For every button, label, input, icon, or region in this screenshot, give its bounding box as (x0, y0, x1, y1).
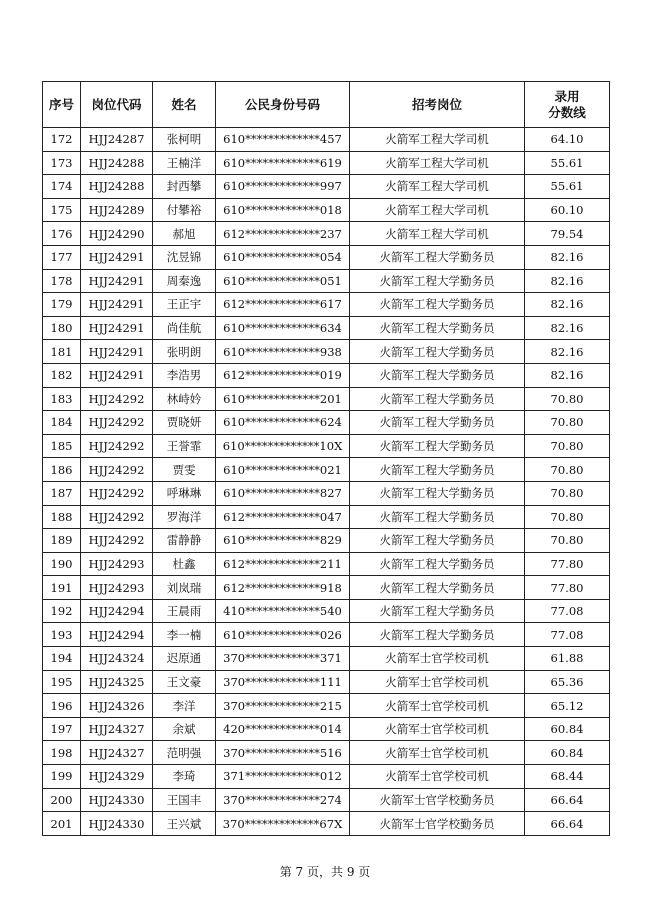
cell-id-number: 610*************457 (216, 128, 350, 152)
cell-post: 火箭军工程大学勤务员 (350, 599, 525, 623)
cell-position-code: HJJ24329 (81, 765, 153, 789)
cell-position-code: HJJ24292 (81, 434, 153, 458)
cell-name: 李一楠 (153, 623, 216, 647)
cell-score: 60.84 (525, 741, 610, 765)
cell-position-code: HJJ24330 (81, 788, 153, 812)
cell-id-number: 610*************827 (216, 481, 350, 505)
cell-post: 火箭军士官学校司机 (350, 670, 525, 694)
cell-name: 李浩男 (153, 363, 216, 387)
cell-id-number: 610*************021 (216, 458, 350, 482)
cell-seq: 201 (43, 812, 81, 836)
cell-name: 尚佳航 (153, 316, 216, 340)
cell-score: 70.80 (525, 434, 610, 458)
cell-name: 王国丰 (153, 788, 216, 812)
table-row (43, 599, 610, 623)
cell-score: 70.80 (525, 505, 610, 529)
table-header-row (43, 82, 610, 128)
cell-id-number: 370*************371 (216, 647, 350, 671)
header-score-line1: 录用 (554, 88, 580, 104)
table-row (43, 505, 610, 529)
cell-seq: 189 (43, 529, 81, 553)
cell-score: 70.80 (525, 481, 610, 505)
cell-seq: 182 (43, 363, 81, 387)
table-row (43, 741, 610, 765)
table-row (43, 151, 610, 175)
cell-id-number: 612*************211 (216, 552, 350, 576)
cell-name: 付攀裕 (153, 198, 216, 222)
cell-post: 火箭军工程大学勤务员 (350, 340, 525, 364)
cell-seq: 191 (43, 576, 81, 600)
header-position-code: 岗位代码 (81, 82, 153, 128)
cell-name: 封西攀 (153, 175, 216, 199)
cell-seq: 186 (43, 458, 81, 482)
table-row (43, 316, 610, 340)
header-seq: 序号 (43, 82, 81, 128)
cell-score: 55.61 (525, 175, 610, 199)
cell-name: 王楠洋 (153, 151, 216, 175)
cell-position-code: HJJ24291 (81, 293, 153, 317)
table-row (43, 175, 610, 199)
cell-position-code: HJJ24288 (81, 175, 153, 199)
cell-position-code: HJJ24290 (81, 222, 153, 246)
cell-id-number: 370*************516 (216, 741, 350, 765)
cell-position-code: HJJ24291 (81, 269, 153, 293)
cell-position-code: HJJ24292 (81, 387, 153, 411)
cell-name: 余斌 (153, 717, 216, 741)
cell-post: 火箭军工程大学勤务员 (350, 529, 525, 553)
cell-position-code: HJJ24292 (81, 411, 153, 435)
cell-name: 罗海洋 (153, 505, 216, 529)
header-id-number: 公民身份号码 (216, 82, 350, 128)
cell-seq: 199 (43, 765, 81, 789)
cell-post: 火箭军工程大学勤务员 (350, 411, 525, 435)
cell-seq: 174 (43, 175, 81, 199)
table-row (43, 363, 610, 387)
cell-post: 火箭军士官学校司机 (350, 717, 525, 741)
table-row (43, 670, 610, 694)
cell-name: 王正宇 (153, 293, 216, 317)
cell-post: 火箭军工程大学勤务员 (350, 269, 525, 293)
cell-position-code: HJJ24327 (81, 741, 153, 765)
cell-id-number: 612*************918 (216, 576, 350, 600)
cell-id-number: 610*************634 (216, 316, 350, 340)
page-footer: 第 7 页，共 9 页 (279, 865, 371, 879)
cell-name: 王晨雨 (153, 599, 216, 623)
cell-id-number: 612*************617 (216, 293, 350, 317)
cell-position-code: HJJ24326 (81, 694, 153, 718)
cell-name: 林峙妗 (153, 387, 216, 411)
cell-name: 李琦 (153, 765, 216, 789)
cell-name: 周秦逸 (153, 269, 216, 293)
cell-post: 火箭军士官学校司机 (350, 765, 525, 789)
cell-post: 火箭军士官学校勤务员 (350, 812, 525, 836)
cell-position-code: HJJ24292 (81, 505, 153, 529)
table-row (43, 788, 610, 812)
cell-name: 贾雯 (153, 458, 216, 482)
cell-position-code: HJJ24292 (81, 458, 153, 482)
cell-post: 火箭军工程大学司机 (350, 198, 525, 222)
cell-id-number: 420*************014 (216, 717, 350, 741)
cell-post: 火箭军工程大学勤务员 (350, 316, 525, 340)
cell-score: 66.64 (525, 788, 610, 812)
cell-name: 张明朗 (153, 340, 216, 364)
cell-name: 范明强 (153, 741, 216, 765)
cell-seq: 192 (43, 599, 81, 623)
cell-id-number: 610*************829 (216, 529, 350, 553)
table-row (43, 694, 610, 718)
cell-id-number: 612*************019 (216, 363, 350, 387)
cell-position-code: HJJ24291 (81, 245, 153, 269)
cell-position-code: HJJ24291 (81, 316, 153, 340)
cell-position-code: HJJ24327 (81, 717, 153, 741)
header-post: 招考岗位 (350, 82, 525, 128)
cell-score: 70.80 (525, 529, 610, 553)
cell-seq: 193 (43, 623, 81, 647)
table-row (43, 434, 610, 458)
table-row (43, 458, 610, 482)
cell-id-number: 610*************201 (216, 387, 350, 411)
cell-post: 火箭军工程大学勤务员 (350, 481, 525, 505)
cell-score: 82.16 (525, 293, 610, 317)
cell-id-number: 410*************540 (216, 599, 350, 623)
cell-score: 77.08 (525, 599, 610, 623)
cell-post: 火箭军工程大学司机 (350, 222, 525, 246)
cell-seq: 194 (43, 647, 81, 671)
cell-post: 火箭军工程大学司机 (350, 128, 525, 152)
cell-id-number: 370*************215 (216, 694, 350, 718)
table-row (43, 340, 610, 364)
cell-name: 杜鑫 (153, 552, 216, 576)
cell-name: 呼琳琳 (153, 481, 216, 505)
table-row (43, 222, 610, 246)
header-score-line2: 分数线 (548, 104, 586, 120)
table-row (43, 128, 610, 152)
cell-seq: 179 (43, 293, 81, 317)
cell-post: 火箭军工程大学勤务员 (350, 434, 525, 458)
table-row (43, 269, 610, 293)
cell-post: 火箭军工程大学司机 (350, 175, 525, 199)
cell-seq: 177 (43, 245, 81, 269)
cell-id-number: 610*************624 (216, 411, 350, 435)
cell-name: 李洋 (153, 694, 216, 718)
cell-position-code: HJJ24324 (81, 647, 153, 671)
cell-score: 61.88 (525, 647, 610, 671)
cell-seq: 181 (43, 340, 81, 364)
cell-score: 70.80 (525, 411, 610, 435)
cell-seq: 176 (43, 222, 81, 246)
table-row (43, 717, 610, 741)
cell-id-number: 612*************047 (216, 505, 350, 529)
cell-name: 雷静静 (153, 529, 216, 553)
cell-seq: 183 (43, 387, 81, 411)
cell-post: 火箭军士官学校司机 (350, 694, 525, 718)
cell-id-number: 610*************026 (216, 623, 350, 647)
cell-id-number: 610*************997 (216, 175, 350, 199)
table-row (43, 812, 610, 836)
cell-name: 刘岚瑞 (153, 576, 216, 600)
cell-post: 火箭军工程大学勤务员 (350, 387, 525, 411)
cell-post: 火箭军工程大学勤务员 (350, 363, 525, 387)
cell-score: 82.16 (525, 340, 610, 364)
cell-name: 贾晓妍 (153, 411, 216, 435)
cell-score: 77.80 (525, 552, 610, 576)
table-row (43, 293, 610, 317)
cell-seq: 172 (43, 128, 81, 152)
cell-score: 82.16 (525, 245, 610, 269)
cell-post: 火箭军工程大学勤务员 (350, 458, 525, 482)
cell-score: 64.10 (525, 128, 610, 152)
cell-post: 火箭军工程大学勤务员 (350, 245, 525, 269)
table-row (43, 481, 610, 505)
cell-seq: 200 (43, 788, 81, 812)
cell-score: 65.12 (525, 694, 610, 718)
cell-id-number: 370*************67X (216, 812, 350, 836)
cell-seq: 178 (43, 269, 81, 293)
cell-score: 70.80 (525, 458, 610, 482)
cell-name: 迟原通 (153, 647, 216, 671)
cell-post: 火箭军工程大学勤务员 (350, 505, 525, 529)
cell-score: 70.80 (525, 387, 610, 411)
cell-post: 火箭军工程大学勤务员 (350, 576, 525, 600)
table-row (43, 387, 610, 411)
cell-position-code: HJJ24293 (81, 576, 153, 600)
cell-score: 79.54 (525, 222, 610, 246)
cell-score: 65.36 (525, 670, 610, 694)
cell-post: 火箭军工程大学勤务员 (350, 623, 525, 647)
cell-name: 郝旭 (153, 222, 216, 246)
cell-seq: 180 (43, 316, 81, 340)
header-score (525, 82, 610, 128)
cell-seq: 197 (43, 717, 81, 741)
cell-position-code: HJJ24289 (81, 198, 153, 222)
cell-score: 82.16 (525, 363, 610, 387)
cell-score: 77.08 (525, 623, 610, 647)
cell-position-code: HJJ24330 (81, 812, 153, 836)
table-row (43, 552, 610, 576)
cell-position-code: HJJ24325 (81, 670, 153, 694)
cell-post: 火箭军士官学校司机 (350, 741, 525, 765)
cell-seq: 190 (43, 552, 81, 576)
cell-score: 60.10 (525, 198, 610, 222)
cell-name: 王文豪 (153, 670, 216, 694)
cell-seq: 185 (43, 434, 81, 458)
cell-post: 火箭军工程大学勤务员 (350, 552, 525, 576)
cell-post: 火箭军工程大学勤务员 (350, 293, 525, 317)
cell-id-number: 370*************111 (216, 670, 350, 694)
results-table (42, 81, 610, 836)
cell-position-code: HJJ24287 (81, 128, 153, 152)
table-row (43, 245, 610, 269)
table-row (43, 198, 610, 222)
cell-position-code: HJJ24293 (81, 552, 153, 576)
table-body (43, 128, 610, 836)
table-row (43, 647, 610, 671)
cell-score: 66.64 (525, 812, 610, 836)
cell-id-number: 610*************938 (216, 340, 350, 364)
cell-name: 张柯明 (153, 128, 216, 152)
cell-seq: 173 (43, 151, 81, 175)
cell-seq: 196 (43, 694, 81, 718)
cell-score: 82.16 (525, 316, 610, 340)
cell-position-code: HJJ24292 (81, 529, 153, 553)
cell-position-code: HJJ24294 (81, 623, 153, 647)
table-row (43, 576, 610, 600)
header-name: 姓名 (153, 82, 216, 128)
cell-score: 68.44 (525, 765, 610, 789)
cell-name: 沈昱锦 (153, 245, 216, 269)
cell-id-number: 610*************051 (216, 269, 350, 293)
cell-name: 王兴斌 (153, 812, 216, 836)
cell-position-code: HJJ24292 (81, 481, 153, 505)
cell-seq: 175 (43, 198, 81, 222)
cell-post: 火箭军士官学校司机 (350, 647, 525, 671)
cell-score: 77.80 (525, 576, 610, 600)
cell-position-code: HJJ24291 (81, 363, 153, 387)
cell-seq: 198 (43, 741, 81, 765)
cell-id-number: 371*************012 (216, 765, 350, 789)
cell-post: 火箭军士官学校勤务员 (350, 788, 525, 812)
cell-position-code: HJJ24288 (81, 151, 153, 175)
cell-score: 82.16 (525, 269, 610, 293)
cell-score: 55.61 (525, 151, 610, 175)
cell-name: 王誉霏 (153, 434, 216, 458)
cell-seq: 187 (43, 481, 81, 505)
cell-seq: 184 (43, 411, 81, 435)
cell-seq: 195 (43, 670, 81, 694)
table-row (43, 623, 610, 647)
cell-id-number: 610*************018 (216, 198, 350, 222)
cell-position-code: HJJ24291 (81, 340, 153, 364)
cell-id-number: 612*************237 (216, 222, 350, 246)
cell-id-number: 610*************10X (216, 434, 350, 458)
table-row (43, 765, 610, 789)
cell-score: 60.84 (525, 717, 610, 741)
cell-post: 火箭军工程大学司机 (350, 151, 525, 175)
cell-id-number: 610*************054 (216, 245, 350, 269)
cell-position-code: HJJ24294 (81, 599, 153, 623)
cell-id-number: 370*************274 (216, 788, 350, 812)
cell-id-number: 610*************619 (216, 151, 350, 175)
table-row (43, 411, 610, 435)
cell-seq: 188 (43, 505, 81, 529)
table-row (43, 529, 610, 553)
